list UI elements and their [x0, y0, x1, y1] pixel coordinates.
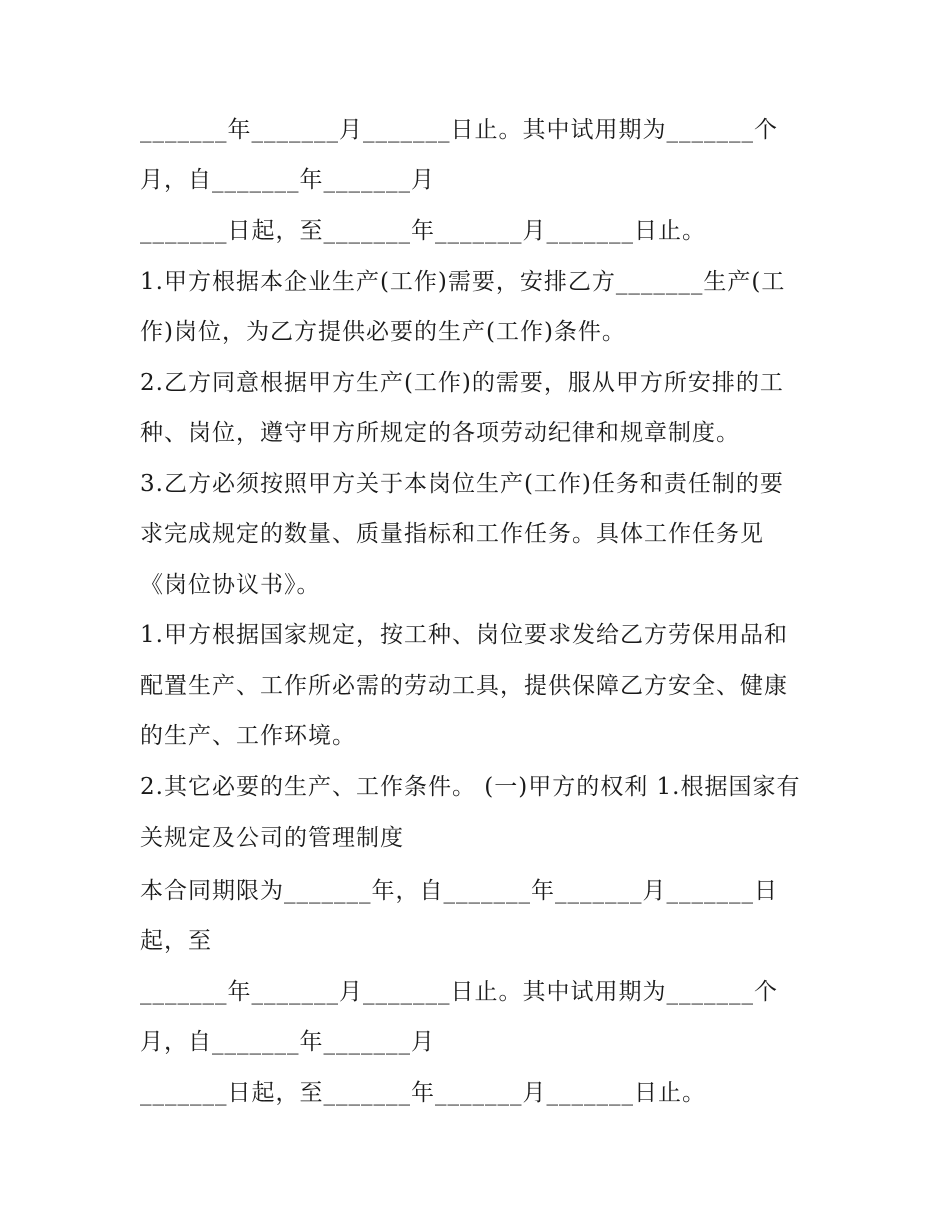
text-line: _______日起，至_______年_______月_______日止。	[140, 218, 706, 244]
text-line: _______年_______月_______日止。其中试用期为_______个	[140, 117, 778, 143]
text-line: 的生产、工作环境。	[140, 723, 356, 749]
text-line: 月，自_______年_______月	[140, 167, 435, 193]
text-line: 2.其它必要的生产、工作条件。 (一)甲方的权利 1.根据国家有	[140, 774, 801, 800]
text-line: 关规定及公司的管理制度	[140, 825, 404, 851]
text-line: 配置生产、工作所必需的劳动工具，提供保障乙方安全、健康	[140, 673, 788, 699]
text-line: 种、岗位，遵守甲方所规定的各项劳动纪律和规章制度。	[140, 420, 740, 446]
text-line: _______日起，至_______年_______月_______日止。	[140, 1080, 706, 1106]
text-line: 本合同期限为_______年，自_______年_______月_______日	[140, 878, 778, 904]
text-line: 求完成规定的数量、质量指标和工作任务。具体工作任务见	[140, 521, 764, 547]
text-line: 作)岗位，为乙方提供必要的生产(工作)条件。	[140, 319, 626, 345]
text-line: 1.甲方根据国家规定，按工种、岗位要求发给乙方劳保用品和	[140, 622, 788, 648]
text-line: 1.甲方根据本企业生产(工作)需要，安排乙方_______生产(工	[140, 269, 786, 295]
text-line: 月，自_______年_______月	[140, 1029, 435, 1055]
text-line: _______年_______月_______日止。其中试用期为_______个	[140, 979, 778, 1005]
text-line: 起，至	[140, 928, 212, 954]
text-line: 2.乙方同意根据甲方生产(工作)的需要，服从甲方所安排的工	[140, 370, 784, 396]
text-line: 3.乙方必须按照甲方关于本岗位生产(工作)任务和责任制的要	[140, 471, 784, 497]
text-line: 《岗位协议书》。	[140, 572, 321, 598]
